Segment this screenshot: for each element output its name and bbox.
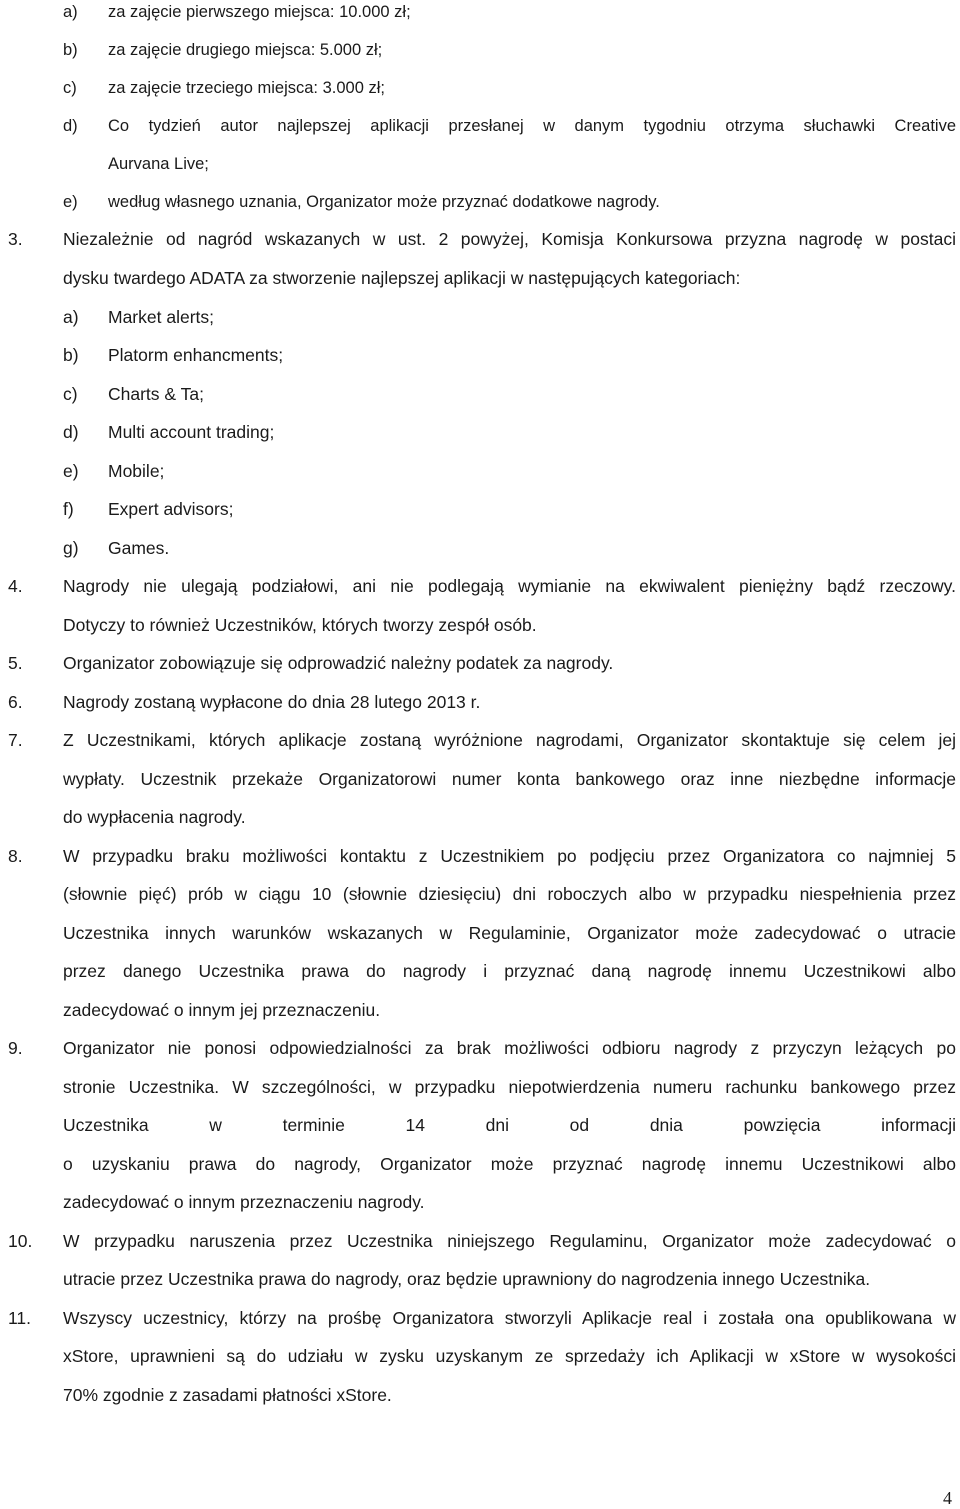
point-number: 6. bbox=[8, 692, 23, 712]
prize-text: za zajęcie drugiego miejsca: 5.000 zł; bbox=[108, 41, 383, 59]
category-label: e) bbox=[63, 461, 79, 481]
category-item bbox=[0, 494, 960, 524]
prize-label: b) bbox=[63, 41, 78, 59]
point-number: 9. bbox=[8, 1038, 23, 1058]
point-3-continuation bbox=[0, 263, 960, 293]
point-8-continuation bbox=[0, 879, 960, 909]
point-text: zadecydować o innym jej przeznaczeniu. bbox=[63, 1000, 381, 1020]
category-item bbox=[0, 379, 960, 409]
category-label: c) bbox=[63, 384, 78, 404]
prize-text: za zajęcie pierwszego miejsca: 10.000 zł; bbox=[108, 3, 411, 21]
prize-item bbox=[0, 0, 960, 27]
prize-item bbox=[0, 187, 960, 217]
point-3 bbox=[0, 224, 960, 254]
point-text: utracie przez Uczestnika prawa do nagrody, oraz będzie uprawniony do nagrodzenia innego Uczestnika. bbox=[63, 1269, 871, 1289]
point-9-continuation bbox=[0, 1110, 960, 1140]
point-text: W przypadku naruszenia przez Uczestnika niniejszego Regulaminu, Organizator może zadecydować o bbox=[63, 1231, 956, 1251]
point-7 bbox=[0, 725, 960, 755]
category-item bbox=[0, 302, 960, 332]
prize-text: Co tydzień autor najlepszej aplikacji przesłanej w danym tygodniu otrzyma słuchawki Creative bbox=[108, 117, 956, 135]
point-text: W przypadku braku możliwości kontaktu z Uczestnikiem po podjęciu przez Organizatora co najmniej 5 bbox=[63, 846, 956, 866]
point-text: stronie Uczestnika. W szczególności, w przypadku niepotwierdzenia numeru rachunku bankowego przez bbox=[63, 1077, 956, 1097]
point-text: Organizator nie ponosi odpowiedzialności za brak możliwości odbioru nagrody z przyczyn leżących po bbox=[63, 1038, 956, 1058]
point-4-continuation bbox=[0, 610, 960, 640]
point-number: 11. bbox=[8, 1308, 32, 1328]
category-text: Platorm enhancments; bbox=[108, 345, 284, 365]
category-label: g) bbox=[63, 538, 79, 558]
category-label: a) bbox=[63, 307, 79, 327]
category-item bbox=[0, 417, 960, 447]
point-text: Dotyczy to również Uczestników, których tworzy zespół osób. bbox=[63, 615, 537, 635]
point-11-continuation bbox=[0, 1380, 960, 1410]
point-text: Nagrody nie ulegają podziałowi, ani nie podlegają wymianie na ekwiwalent pieniężny bądź rzeczowy. bbox=[63, 576, 956, 596]
point-text: wypłaty. Uczestnik przekaże Organizatorowi numer konta bankowego oraz inne niezbędne informacje bbox=[63, 769, 956, 789]
point-number: 8. bbox=[8, 846, 23, 866]
point-7-continuation bbox=[0, 764, 960, 794]
prize-item bbox=[0, 111, 960, 141]
point-4 bbox=[0, 571, 960, 601]
category-label: b) bbox=[63, 345, 79, 365]
category-text: Mobile; bbox=[108, 461, 165, 481]
point-text: (słownie pięć) prób w ciągu 10 (słownie dziesięciu) dni roboczych albo w przypadku niespełnienia przez bbox=[63, 884, 956, 904]
point-11-continuation bbox=[0, 1341, 960, 1371]
prize-label: c) bbox=[63, 79, 77, 97]
prize-text: za zajęcie trzeciego miejsca: 3.000 zł; bbox=[108, 79, 385, 97]
category-item bbox=[0, 533, 960, 563]
prize-label: e) bbox=[63, 193, 78, 211]
prize-item bbox=[0, 73, 960, 103]
point-number: 4. bbox=[8, 576, 23, 596]
point-8-continuation bbox=[0, 956, 960, 986]
category-item bbox=[0, 340, 960, 370]
point-7-continuation bbox=[0, 802, 960, 832]
point-10 bbox=[0, 1226, 960, 1256]
prize-label: a) bbox=[63, 3, 78, 21]
prize-item-continuation bbox=[0, 149, 960, 179]
category-item bbox=[0, 456, 960, 486]
prize-text: według własnego uznania, Organizator może przyznać dodatkowe nagrody. bbox=[108, 193, 660, 211]
point-9-continuation bbox=[0, 1149, 960, 1179]
category-text: Multi account trading; bbox=[108, 422, 275, 442]
point-9-continuation bbox=[0, 1187, 960, 1217]
page-number: 4 bbox=[943, 1488, 952, 1508]
point-text: Nagrody zostaną wypłacone do dnia 28 lutego 2013 r. bbox=[63, 692, 481, 712]
category-text: Games. bbox=[108, 538, 170, 558]
point-text: do wypłacenia nagrody. bbox=[63, 807, 246, 827]
point-10-continuation bbox=[0, 1264, 960, 1294]
point-9 bbox=[0, 1033, 960, 1063]
prize-item bbox=[0, 35, 960, 65]
point-text: 70% zgodnie z zasadami płatności xStore. bbox=[63, 1385, 392, 1405]
category-text: Market alerts; bbox=[108, 307, 214, 327]
point-text: Organizator zobowiązuje się odprowadzić należny podatek za nagrody. bbox=[63, 653, 614, 673]
point-text: Uczestnika innych warunków wskazanych w Regulaminie, Organizator może zadecydować o utracie bbox=[63, 923, 956, 943]
point-text: dysku twardego ADATA za stworzenie najlepszej aplikacji w następujących kategoriach: bbox=[63, 268, 741, 288]
point-text: Z Uczestnikami, których aplikacje zostaną wyróżnione nagrodami, Organizator skontaktuje się celem jej bbox=[63, 730, 956, 750]
point-8-continuation bbox=[0, 918, 960, 948]
point-number: 3. bbox=[8, 229, 23, 249]
point-5 bbox=[0, 648, 960, 678]
point-text: zadecydować o innym przeznaczeniu nagrody. bbox=[63, 1192, 425, 1212]
category-text: Charts & Ta; bbox=[108, 384, 204, 404]
point-11 bbox=[0, 1303, 960, 1333]
point-8 bbox=[0, 841, 960, 871]
point-text: przez danego Uczestnika prawa do nagrody i przyznać daną nagrodę innemu Uczestnikowi albo bbox=[63, 961, 956, 981]
prize-text: Aurvana Live; bbox=[108, 155, 209, 173]
point-8-continuation bbox=[0, 995, 960, 1025]
point-text: Wszyscy uczestnicy, którzy na prośbę Organizatora stworzyli Aplikacje real i została ona opublikowana w bbox=[63, 1308, 956, 1328]
point-9-continuation bbox=[0, 1072, 960, 1102]
point-text: Uczestnika w terminie 14 dni od dnia powzięcia informacji bbox=[63, 1115, 956, 1135]
point-text: o uzyskaniu prawa do nagrody, Organizator może przyznać nagrodę innemu Uczestnikowi albo bbox=[63, 1154, 956, 1174]
point-number: 5. bbox=[8, 653, 23, 673]
category-text: Expert advisors; bbox=[108, 499, 234, 519]
category-label: d) bbox=[63, 422, 79, 442]
category-label: f) bbox=[63, 499, 74, 519]
point-6 bbox=[0, 687, 960, 717]
point-number: 10. bbox=[8, 1231, 33, 1251]
point-text: Niezależnie od nagród wskazanych w ust. 2 powyżej, Komisja Konkursowa przyzna nagrodę w postaci bbox=[63, 229, 956, 249]
point-text: xStore, uprawnieni są do udziału w zysku uzyskanym ze sprzedaży ich Aplikacji w xStore w wysokości bbox=[63, 1346, 956, 1366]
prize-label: d) bbox=[63, 117, 78, 135]
point-number: 7. bbox=[8, 730, 23, 750]
